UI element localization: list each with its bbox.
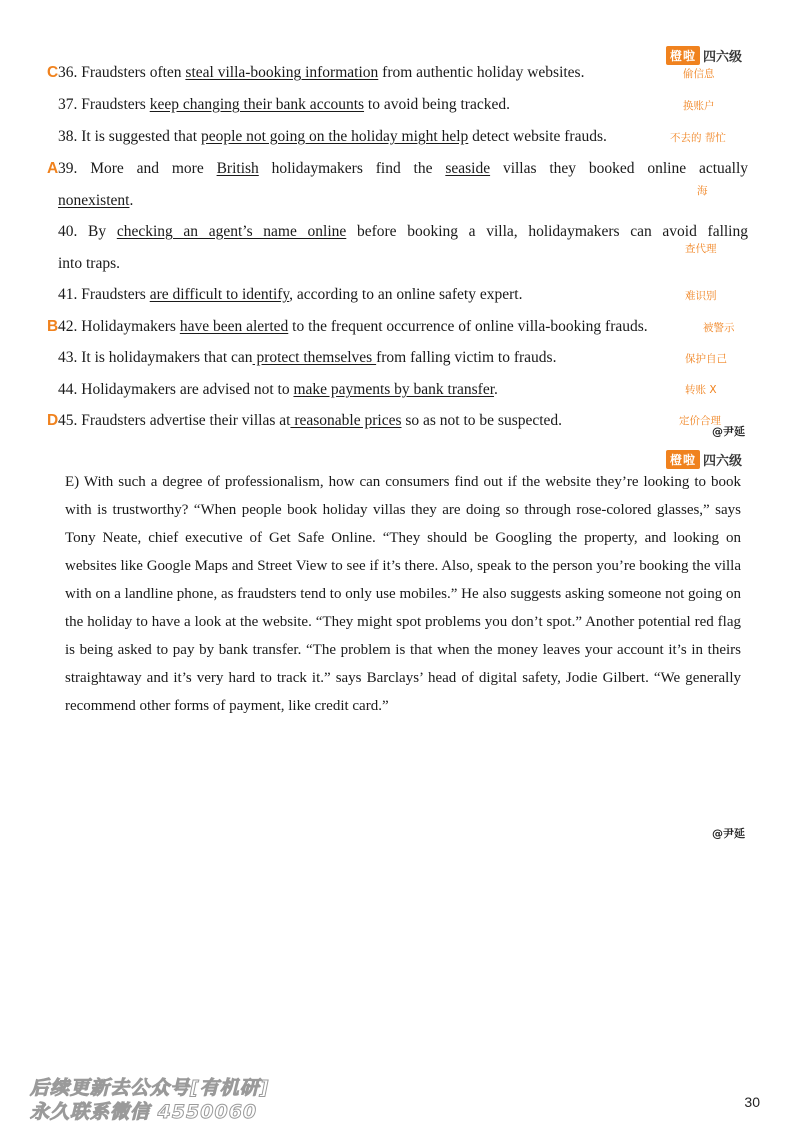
signature-top: @尹延 xyxy=(712,425,745,438)
question-item xyxy=(47,153,749,217)
question-item xyxy=(47,405,748,437)
question-line: 42. Holidaymakers have been alerted to the frequent occurrence of online villa-booking frauds. xyxy=(58,318,648,335)
question-number: 40. xyxy=(58,223,89,240)
handwritten-note: 被警示 xyxy=(703,322,735,334)
logo-badge: 橙啦 xyxy=(666,46,700,65)
handwritten-note: 换账户 xyxy=(683,100,715,112)
underlined-phrase: checking an agent’s name online xyxy=(116,223,347,240)
question-line: 38. It is suggested that people not going on the holiday might help detect website frauds. xyxy=(58,128,607,145)
question-line: 41. Fraudsters are difficult to identify, according to an online safety expert. xyxy=(58,286,523,303)
question-number: 45. xyxy=(58,412,82,429)
watermark xyxy=(30,1076,269,1124)
handwritten-note: 定价合理 xyxy=(679,415,721,427)
underlined-phrase: reasonable prices xyxy=(290,412,402,429)
handwritten-note: 难识别 xyxy=(685,290,717,302)
question-number: 44. xyxy=(58,381,82,398)
question-item xyxy=(47,311,748,343)
underlined-phrase: keep changing their bank accounts xyxy=(149,96,365,113)
logo-badge: 橙啦 xyxy=(666,450,700,469)
question-line: 37. Fraudsters keep changing their bank accounts to avoid being tracked. xyxy=(58,96,510,113)
answer-letter: C xyxy=(47,64,59,81)
question-number: 41. xyxy=(58,286,82,303)
signature-bottom: @尹延 xyxy=(712,827,745,840)
question-number: 43. xyxy=(58,349,82,366)
brand-logo-2 xyxy=(666,450,742,469)
question-item xyxy=(58,121,748,153)
underlined-phrase: nonexistent xyxy=(58,192,130,209)
watermark-line-2: 永久联系微信 4550060 xyxy=(30,1101,258,1123)
question-item xyxy=(47,57,748,89)
question-item xyxy=(58,216,748,280)
question-item xyxy=(58,374,748,406)
page-number: 30 xyxy=(744,1094,760,1110)
underlined-phrase: people not going on the holiday might help xyxy=(200,128,469,145)
underlined-phrase: are difficult to identify xyxy=(149,286,290,303)
question-continuation: nonexistent. xyxy=(58,192,134,209)
question-line: 45. Fraudsters advertise their villas at reasonable prices so as not to be suspected. xyxy=(58,412,563,429)
question-line: 36. Fraudsters often steal villa-booking information from authentic holiday websites. xyxy=(58,64,585,81)
logo-text: 四六级 xyxy=(702,454,742,469)
question-line: 40. By checking an agent’s name online before booking a villa, holidaymakers can avoid falling xyxy=(58,223,748,240)
question-item xyxy=(58,279,748,311)
question-number: 39. xyxy=(58,160,91,177)
answer-letter: D xyxy=(47,412,59,429)
watermark-line-1: 后续更新去公众号[有机研] xyxy=(30,1077,270,1099)
question-number: 42. xyxy=(58,318,82,335)
underlined-phrase: make payments by bank transfer xyxy=(293,381,495,398)
question-number: 36. xyxy=(58,64,82,81)
handwritten-note: 查代理 xyxy=(685,243,717,255)
handwritten-note: 不去的 帮忙 xyxy=(670,132,726,144)
passage-paragraph: E) With such a degree of professionalism, how can consumers find out if the website they’re looking to book with is trustworthy? “When people book holiday villas they are doing so through rose-colored glasses,” says Tony Neate, chief executive of Get Safe Online. “They should be Googling the property, and looking on websites like Google Maps and Street View to see if it’s there. Also, speak to the person you’re booking the villa with on a landline phone, as fraudsters tend to only use mobiles.” He also suggests asking someone not going on the holiday to have a look at the website. “They might spot problems you don’t spot.” Another potential red flag is being asked to pay by bank transfer. “The problem is that when the money leaves your account it’s in theirs straightaway and it’s very hard to track it.” says Barclays’ head of digital safety, Jodie Gilbert. “We generally recommend other forms of payment, like credit card.” xyxy=(65,474,741,714)
question-line: 39. More and more British holidaymakers find the seaside villas they booked online actually xyxy=(58,160,749,177)
question-continuation: into traps. xyxy=(58,255,120,272)
underlined-phrase: have been alerted xyxy=(179,318,289,335)
question-number: 38. xyxy=(58,128,82,145)
underlined-phrase: British xyxy=(216,160,259,177)
underlined-phrase: protect themselves xyxy=(252,349,377,366)
logo-text: 四六级 xyxy=(702,50,742,65)
question-line: 44. Holidaymakers are advised not to make payments by bank transfer. xyxy=(58,381,498,398)
handwritten-note: 偷信息 xyxy=(683,68,715,80)
answer-letter: B xyxy=(47,318,59,335)
question-number: 37. xyxy=(58,96,82,113)
question-item xyxy=(58,342,748,374)
handwritten-note: 海 xyxy=(697,185,708,197)
handwritten-note: 保护自己 xyxy=(685,353,727,365)
handwritten-note: 转账 X xyxy=(685,384,717,396)
question-line: 43. It is holidaymakers that can protect themselves from falling victim to frauds. xyxy=(58,349,557,366)
underlined-phrase: steal villa-booking information xyxy=(185,64,379,81)
answer-letter: A xyxy=(47,160,59,177)
underlined-phrase: seaside xyxy=(445,160,491,177)
question-item xyxy=(58,89,748,121)
